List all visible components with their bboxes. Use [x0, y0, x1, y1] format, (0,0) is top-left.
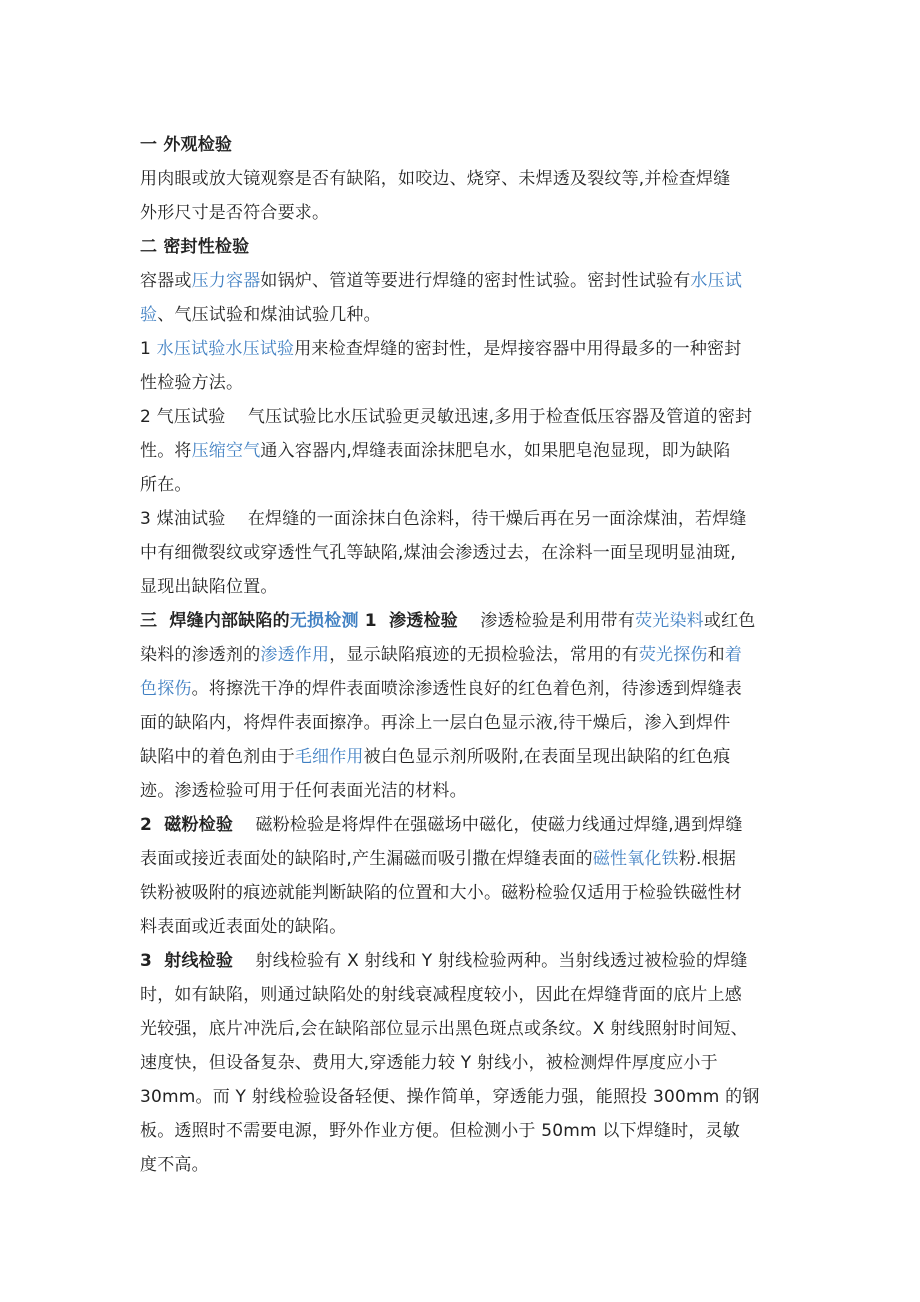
subheading-radiographic: 3 射线检验: [140, 951, 234, 971]
text-span: 、气压试验和煤油试验几种。: [157, 305, 381, 325]
link-compressed-air[interactable]: 压缩空气: [191, 441, 261, 461]
paragraph-line: [140, 672, 785, 706]
text-span: 用来检查焊缝的密封性，是焊接容器中用得最多的一种密封: [294, 339, 742, 359]
text-span: 缺陷中的着色剂由于: [140, 747, 295, 767]
text-span: 表面或接近表面处的缺陷时,产生漏磁而吸引撒在焊缝表面的: [140, 849, 593, 869]
paragraph-line: [140, 808, 785, 842]
paragraph-line: [140, 740, 785, 774]
paragraph-line: [140, 434, 785, 468]
link-capillary-action[interactable]: 毛细作用: [294, 747, 364, 767]
document-body: [140, 128, 785, 1182]
link-fluorescent-flaw-detection[interactable]: 荧光探伤: [638, 645, 708, 665]
section-heading-sealing: 二 密封性检验: [140, 237, 250, 257]
section-heading-appearance: 一 外观检验: [140, 135, 233, 155]
paragraph-line: 铁粉被吸附的痕迹就能判断缺陷的位置和大小。磁粉检验仅适用于检验铁磁性材: [140, 883, 742, 903]
link-pressure-vessel[interactable]: 压力容器: [191, 271, 261, 291]
subheading-penetrant: 1 渗透检验: [358, 611, 458, 631]
link-hydro-test-item[interactable]: 水压试验水压试验: [156, 339, 295, 359]
link-fluorescent-dye[interactable]: 荧光染料: [635, 611, 704, 631]
text-span: 。将擦洗干净的焊件表面喷涂渗透性良好的红色着色剂，待渗透到焊缝表: [191, 679, 743, 699]
paragraph-line: 料表面或近表面处的缺陷。: [140, 917, 347, 937]
paragraph-line: [140, 264, 785, 298]
paragraph-line: [140, 604, 785, 638]
paragraph-line: 外形尺寸是否符合要求。: [140, 203, 330, 223]
text-span: 粉.根据: [678, 849, 737, 869]
link-color-flaw-detection[interactable]: 着: [724, 645, 743, 665]
text-span: 染料的渗透剂的: [140, 645, 261, 665]
text-span: 如锅炉、管道等要进行焊缝的密封性试验。密封性试验有: [260, 271, 691, 291]
paragraph-line: 3 煤油试验 在焊缝的一面涂抹白色涂料，待干燥后再在另一面涂煤油，若焊缝: [140, 509, 747, 529]
paragraph-line: 中有细微裂纹或穿透性气孔等缺陷,煤油会渗透过去，在涂料一面呈现明显油斑,: [140, 543, 737, 563]
text-span: ，显示缺陷痕迹的无损检验法，常用的有: [329, 645, 639, 665]
paragraph-line: 用肉眼或放大镜观察是否有缺陷，如咬边、烧穿、未焊透及裂纹等,并检查焊缝: [140, 169, 731, 189]
paragraph-line: 30mm。而 Y 射线检验设备轻便、操作简单，穿透能力强，能照投 300mm 的钢: [140, 1087, 760, 1107]
paragraph-line: 性检验方法。: [140, 373, 244, 393]
text-span: 和: [707, 645, 725, 665]
text-span: 渗透检验是利用带有: [457, 611, 636, 631]
paragraph-line: 所在。: [140, 475, 192, 495]
text-span: 磁粉检验是将焊件在强磁场中磁化，使磁力线通过焊缝,遇到焊缝: [233, 815, 743, 835]
paragraph-line: 度不高。: [140, 1155, 209, 1175]
text-span: 通入容器内,焊缝表面涂抹肥皂水，如果肥皂泡显现，即为缺陷: [260, 441, 731, 461]
paragraph-line: [140, 332, 785, 366]
paragraph-line: 迹。渗透检验可用于任何表面光洁的材料。: [140, 781, 467, 801]
text-span: 性。将: [140, 441, 192, 461]
text-span: 容器或: [140, 271, 192, 291]
section-heading-internal: 三 焊缝内部缺陷的: [140, 611, 290, 631]
paragraph-line: [140, 298, 785, 332]
text-span: 或红色: [703, 611, 756, 631]
subheading-magnetic: 2 磁粉检验: [140, 815, 234, 835]
link-hydro-test[interactable]: 水压试: [690, 271, 743, 291]
text-span: 射线检验有 X 射线和 Y 射线检验两种。当射线透过被检验的焊缝: [233, 951, 748, 971]
paragraph-line: 光较强，底片冲洗后,会在缺陷部位显示出黑色斑点或条纹。X 射线照射时间短、: [140, 1019, 748, 1039]
paragraph-line: 2 气压试验 气压试验比水压试验更灵敏迅速,多用于检查低压容器及管道的密封: [140, 407, 753, 427]
paragraph-line: 面的缺陷内，将焊件表面擦净。再涂上一层白色显示液,待干燥后，渗入到焊件: [140, 713, 731, 733]
text-span: 被白色显示剂所吸附,在表面呈现出缺陷的红色痕: [363, 747, 731, 767]
paragraph-line: 速度快，但设备复杂、费用大,穿透能力较 Y 射线小，被检测焊件厚度应小于: [140, 1053, 718, 1073]
item-number: 1: [140, 339, 157, 359]
paragraph-line: [140, 842, 785, 876]
link-color-flaw-detection-cont[interactable]: 色探伤: [140, 679, 192, 699]
paragraph-line: 板。透照时不需要电源，野外作业方便。但检测小于 50mm 以下焊缝时，灵敏: [140, 1121, 740, 1141]
link-hydro-test-cont[interactable]: 验: [140, 305, 158, 325]
paragraph-line: [140, 944, 785, 978]
paragraph-line: [140, 638, 785, 672]
link-magnetic-iron-oxide[interactable]: 磁性氧化铁: [592, 849, 679, 869]
paragraph-line: 显现出缺陷位置。: [140, 577, 278, 597]
paragraph-line: 时，如有缺陷，则通过缺陷处的射线衰减程度较小，因此在焊缝背面的底片上感: [140, 985, 742, 1005]
link-ndt[interactable]: 无损检测: [289, 611, 359, 631]
link-penetration-effect[interactable]: 渗透作用: [260, 645, 330, 665]
